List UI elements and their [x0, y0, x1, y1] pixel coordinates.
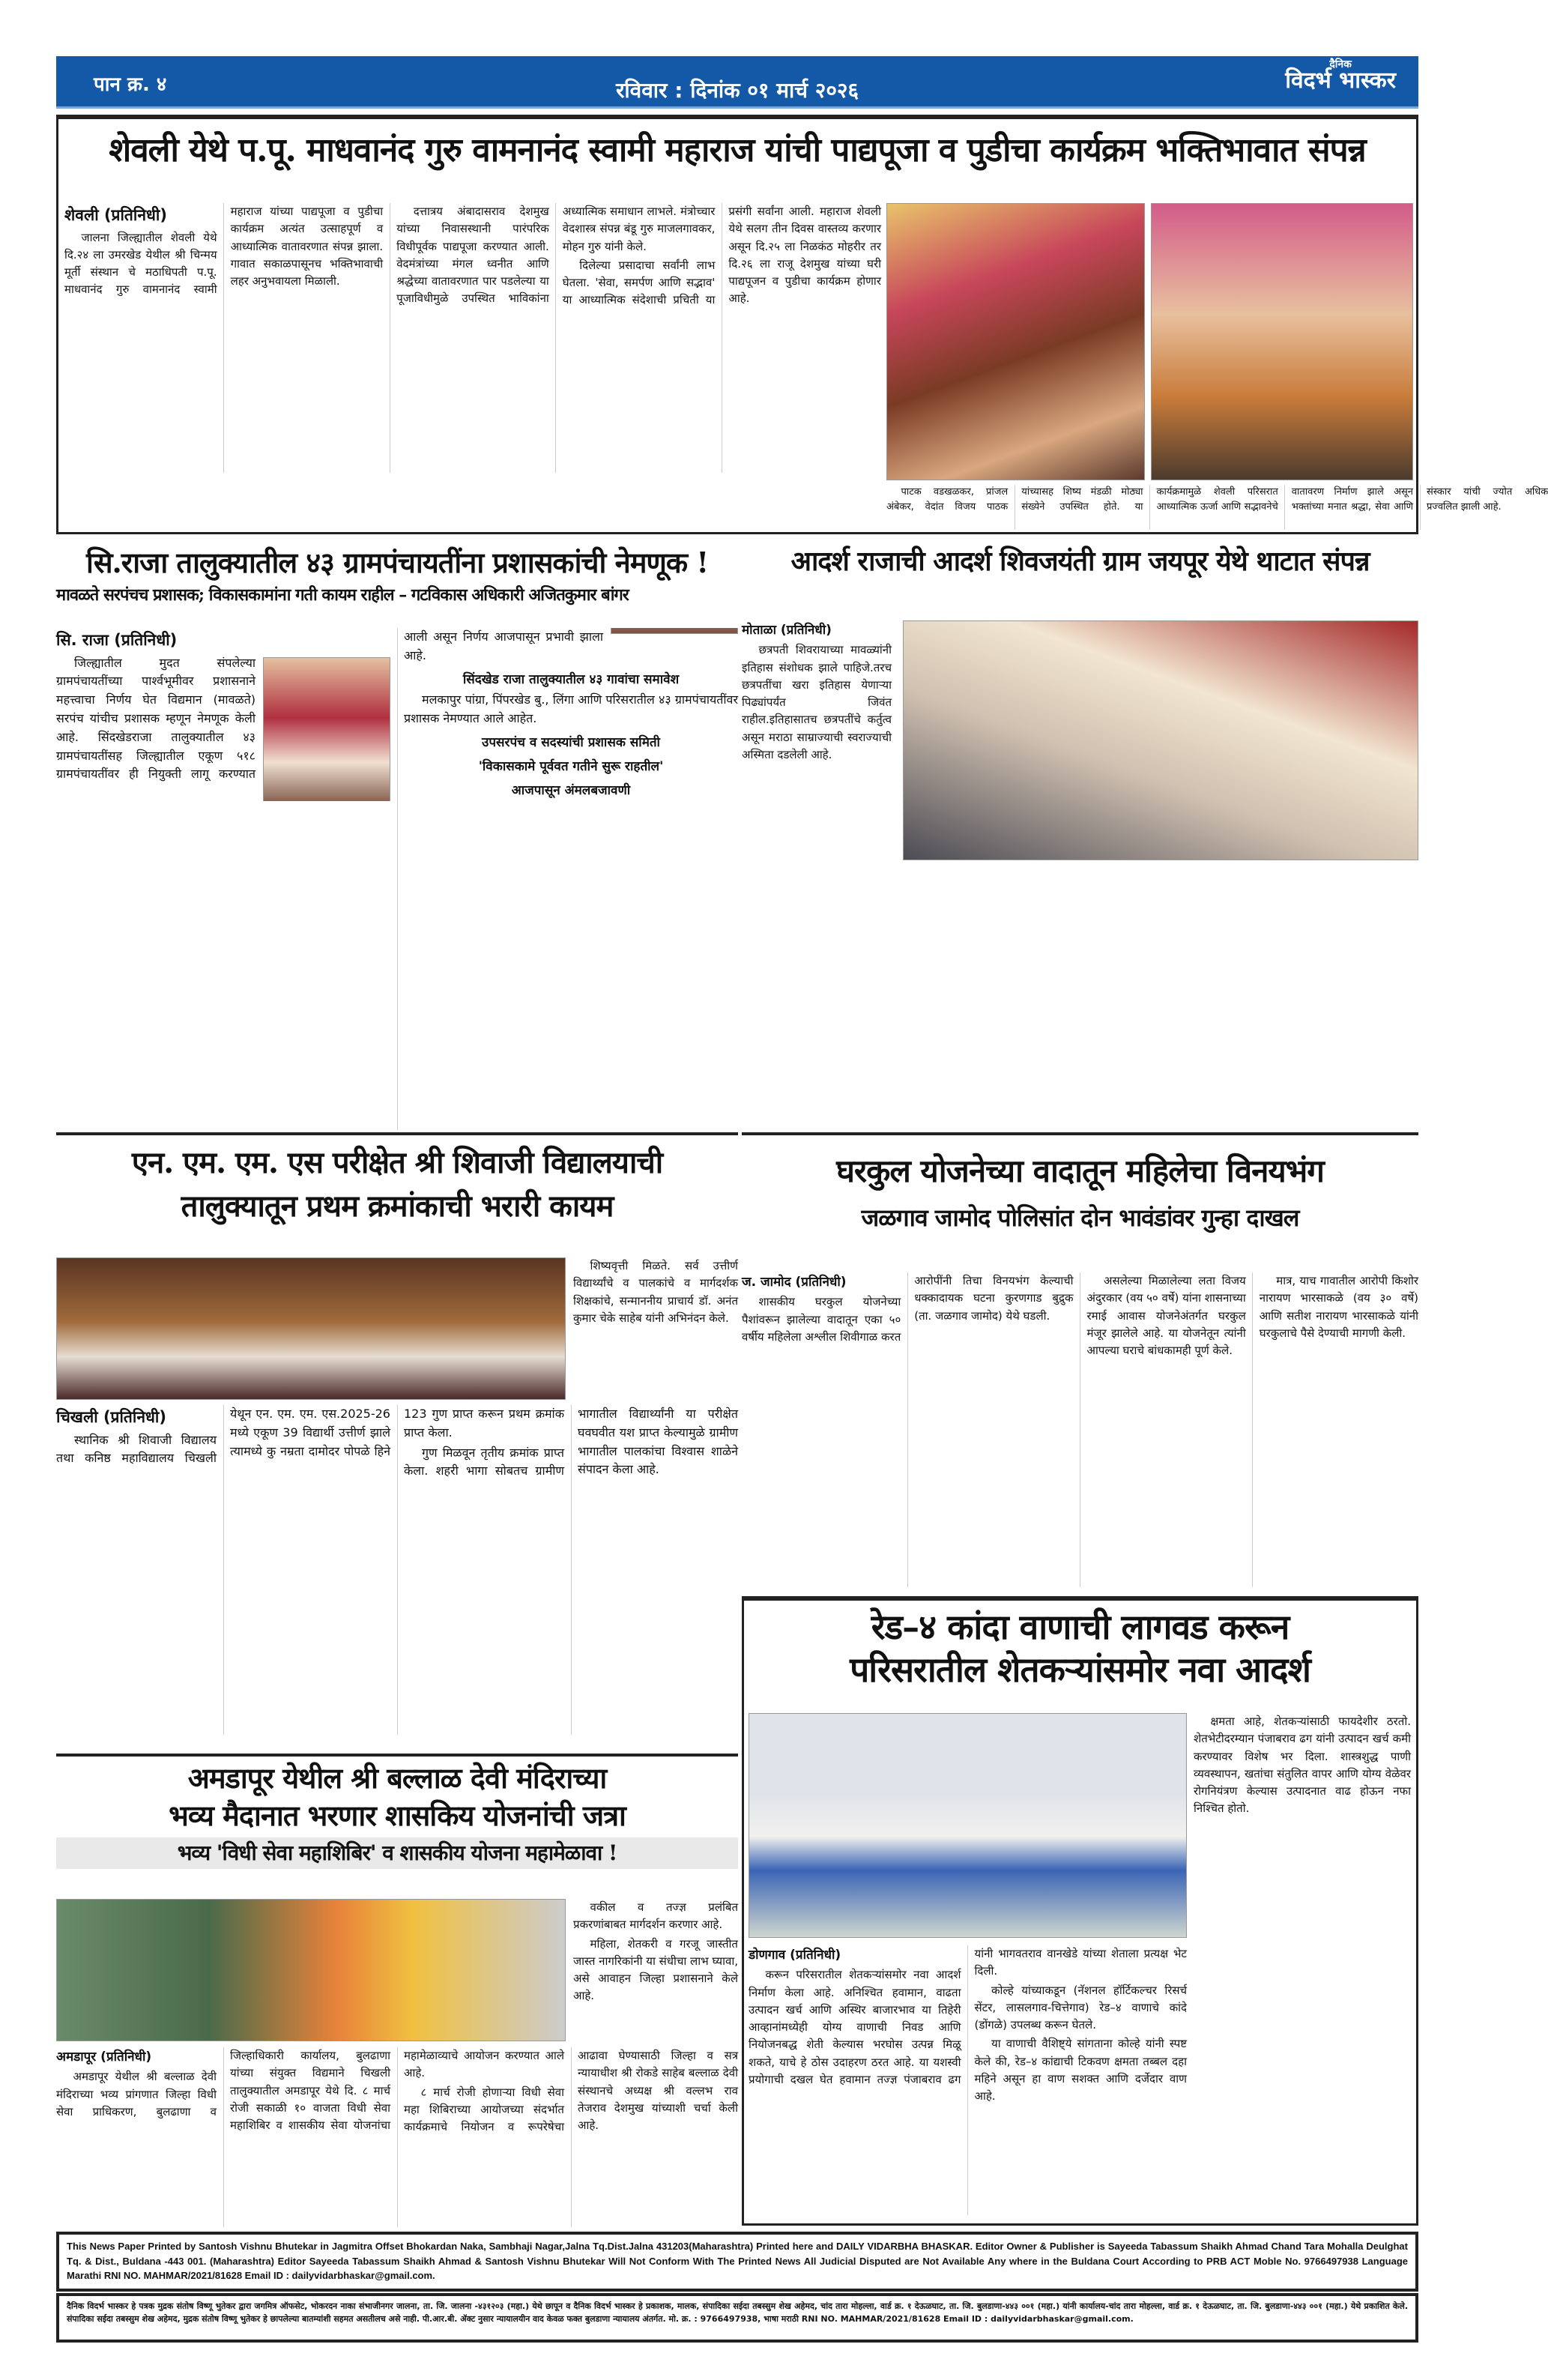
headline: आदर्श राजाची आदर्श शिवजयंती ग्राम जयपूर येथे थाटात संपन्न [790, 546, 1370, 577]
article-body: डोणगाव (प्रतिनिधी) करून परिसरातील शेतकऱ्यांसमोर नवा आदर्श निर्माण केला आहे. अनिश्चित हवामान, वाढता उत्पादन खर्च आणि अस्थिर बाजारभाव या तिहेरी आव्हानांमध्येही योग्य वाणाची निवड आणि नियोजनबद्ध शेती केल्यास भरघोस उत्पन्न मिळू शकते, याचे हे ठोस उदाहरण ठरत आहे. या यशस्वी प्रयोगाची दखल घेत हवामान तज्ज्ञ पंजाबराव ढग यांनी भागवतराव वानखेडे यांच्या शेताला प्रत्यक्ष भेट दिली. कोल्हे यांच्याकडून (नॅशनल हॉर्टिकल्चर रिसर्च सेंटर, लासलगाव-चित्तेगाव) रेड–४ वाणाचे कांदे (डोंगळे) उपलब्ध करून घेतले. या वाणाची वैशिष्ट्ये सांगताना कोल्हे यांनी स्पष्ट केले की, रेड–४ कांद्याची टिकवण क्षमता तब्बल दहा महिने असून हा वाण सशक्त आणि दर्जेदार वाण आहे. [749, 1947, 1187, 2103]
photo-students [56, 1257, 566, 1400]
imprint-marathi: दैनिक विदर्भ भास्कर हे पत्रक मुद्रक संतोष विष्णू भुतेकर द्वारा जगमित्र ऑफसेट, भोकरदन नाका संभाजीनगर जालना, ता. जि. जालना -४३१२०३ (महा.) येथे छापून व दैनिक विदर्भ भास्कर हे प्रकाशक, मालक, संपादिका सईदा तबस्सुम शेख अहेमद, चांद तारा मोहल्ला, वार्ड क्र. १ देऊळघाट, ता. जि. बुलडाणा-४४३ ००१ (महा.) यांनी कार्यालय-चांद तारा मोहल्ला, वार्ड क्र. १ देऊळघाट, ता. जि. बुलडाणा-४४३ ००१ (महा.) येथे प्रकाशित केले. संपादिका सईदा तबस्सुम शेख अहेमद, मुद्रक संतोष विष्णू भुतेकर हे छापलेल्या बातम्यांशी सहमत असतीलच असे नाही. पी.आर.बी. ॲक्ट नुसार न्यायालयीन वाद केवळ फक्त बुलडाणा न्यायालय अंतर्गत. मो. क्र. : 9766497938, भाषा मराठी RNI NO. MAHMAR/2021/81628 Email ID : dailyvidarbhaskar@gmail.com. [56, 2293, 1418, 2343]
photo-onion-field [749, 1713, 1187, 1938]
photo-shivjayanti [903, 620, 1418, 860]
photo-maharaj [1151, 203, 1413, 480]
article-body: सि. राजा (प्रतिनिधी) जिल्ह्यातील मुदत संपलेल्या ग्रामपंचायतींच्या पार्श्वभूमीवर प्रशासनाने महत्त्वाचा निर्णय घेत विद्यमान (मावळते) सरपंच यांचीच प्रशासक म्हणून नेमणूक केली आहे. सिंदखेडराजा तालुक्यातील ४३ ग्रामपंचायतींसह जिल्ह्यातील एकूण ५१८ ग्रामपंचायतींवर ही नियुक्ती लागू करण्यात आली असून निर्णय आजपासून प्रभावी झाला आहे. सिंदखेड राजा तालुक्यातील ४३ गावांचा समावेश मलकापुर पांग्रा, पिंपरखेड बु., लिंगा आणि परिसरातील ४३ ग्रामपंचायतींवर प्रशासक नेमण्यात आले आहेत. उपसरपंच व सदस्यांची प्रशासक समिती 'विकासकामे पूर्ववत गतीने सुरू राहतील' आजपासून अंमलबजावणी [56, 628, 738, 1130]
subheadline: भव्य 'विधी सेवा महाशिबिर' व शासकीय योजना महामेळावा ! [56, 1837, 738, 1870]
photo-paadyapuja [886, 203, 1145, 480]
article-body: शेवली (प्रतिनिधी) जालना जिल्ह्यातील शेवली येथे दि.२४ ला उमरखेड येथील श्री चिन्मय मूर्ती संस्थान चे मठाधिपती प.पू. माधवानंद गुरु वामनानंद स्वामी महाराज यांच्या पाद्यपूजा व पुडीचा कार्यक्रम अत्यंत उत्साहपूर्ण व आध्यात्मिक वातावरणात संपन्न झाला. गावात सकाळपासूनच भक्तिभावाची लहर अनुभवायला मिळाली. दत्तात्रय अंबादासराव देशमुख यांच्या निवासस्थानी पारंपरिक विधीपूर्वक पाद्यपूजा करण्यात आली. वेदमंत्रांच्या मंगल ध्वनीत आणि श्रद्धेच्या वातावरणात पार पडलेल्या या पूजाविधीमुळे उपस्थित भाविकांना अध्यात्मिक समाधान लाभले. मंत्रोच्चार वेदशास्त्र संपन्न बंडू गुरु माजलगावकर, मोहन गुरु यांनी केले. दिलेल्या प्रसादाचा सर्वांनी लाभ घेतला. 'सेवा, समर्पण आणि सद्भाव' या आध्यात्मिक संदेशाची प्रचिती या प्रसंगी सर्वांना आली. महाराज शेवली येथे सलग तीन दिवस वास्तव्य करणार असून दि.२५ ला निळकंठ मोहरीर तर दि.२६ ला राजू देशमुख यांच्या घरी पाद्यपूजन व पुडीचा कार्यक्रम होणार आहे. [64, 205, 881, 307]
headline-line-2: जळगाव जामोद पोलिसांत दोन भावंडांवर गुन्हा दाखल [861, 1203, 1299, 1233]
headline-line-1: अमडापूर येथील श्री बल्लाळ देवी मंदिराच्या [187, 1761, 607, 1795]
headline-line-1: घरकुल योजनेच्या वादातून महिलेचा विनयभंग [836, 1153, 1324, 1189]
headline-line-1: रेड–४ कांदा वाणाची लागवड करून [871, 1607, 1290, 1647]
article-amdapur [56, 1754, 738, 2226]
headline-line-2: तालुक्यातून प्रथम क्रमांकाची भरारी कायम [181, 1189, 614, 1224]
headline: सि.राजा तालुक्यातील ४३ ग्रामपंचायतींना प्रशासकांची नेमणूक ! [86, 546, 708, 579]
article-gharkul [742, 1147, 1418, 1596]
imprint-english: This News Paper Printed by Santosh Vishnu Bhutekar in Jagmitra Offset Bhokardan Naka, Sambhaji Nagar,Jalna Tq.Dist.Jalna 431203(Maharashtra) Printed here and DAILY VIDARBHA BHASKAR. Editor Owner & Publisher is Sayeeda Tabassum Shaikh Ahmad Chand Tara Mohalla Deulghat Tq. & Dist., Buldana -443 001. (Maharashtra) Editor Sayeeda Tabassum Shaikh Ahmad & Santosh Vishnu Bhutekar Will Not Conform With The Printed News All Judicial Disputed are Not Available Any where in the Buldana Court According to PRB ACT Moble No. 9766497938 Language Marathi RNI NO. MAHMAR/2021/81628 Email ID : dailyvidarbhaskar@gmail.com. [56, 2232, 1418, 2292]
masthead-band [56, 56, 1418, 109]
article-body-end: पाटक वडखळकर, प्रांजल अंबेकर, वेदांत विजय पाठक यांच्यासह शिष्य मंडळी मोठ्या संख्येने उपस्थित होते. या कार्यक्रमामुळे शेवली परिसरात आध्यात्मिक ऊर्जा आणि सद्भावनेचे वातावरण निर्माण झाले असून भक्तांच्या मनात श्रद्धा, सेवा आणि संस्कार यांची ज्योत अधिक प्रज्वलित झाली आहे. [886, 486, 1548, 513]
article-body-side: क्षमता आहे, शेतकऱ्यांसाठी फायदेशीर ठरतो. शेतभेटीदरम्यान पंजाबराव ढग यांनी उत्पादन खर्च कमी करण्यावर विशेष भर दिला. शास्त्रशुद्ध पाणी व्यवस्थापन, खतांचा संतुलित वापर आणि योग्य वेळेवर रोगनियंत्रण केल्यास उत्पादनात वाढ होऊन नफा निश्चित होतो. [1194, 1715, 1411, 1816]
subheadline: मावळते सरपंचच प्रशासक; विकासकामांना गती कायम राहील – गटविकास अधिकारी अजितकुमार बांगर [56, 585, 629, 605]
newspaper-logo: दैनिक विदर्भ भास्कर [1285, 58, 1396, 94]
article-jaypur [742, 547, 1418, 1135]
article-body: चिखली (प्रतिनिधी) स्थानिक श्री शिवाजी विद्यालय तथा कनिष्ठ महाविद्यालय चिखली येथून एन. एम. एम. एस.2025-26 मध्ये एकूण 39 विद्यार्थी उत्तीर्ण झाले त्यामध्ये कु नम्रता दामोदर पोपळे हिने 123 गुण प्राप्त करून प्रथम क्रमांक प्राप्त केला. गुण मिळवून तृतीय क्रमांक प्राप्त केला. शहरी भागा सोबतच ग्रामीण भागातील विद्यार्थ्यांनी या परीक्षेत घवघवीत यश प्राप्त केल्यामुळे ग्रामीण भागातील पालकांचा विश्वास शाळेने संपादन केला आहे. [56, 1407, 738, 1479]
photo-temple-visit [56, 1899, 566, 2041]
article-body: अमडापूर (प्रतिनिधी) अमडापूर येथील श्री बल्लाळ देवी मंदिराच्या भव्य प्रांगणात जिल्हा विधी सेवा प्राधिकरण, बुलढाणा व जिल्हाधिकारी कार्यालय, बुलढाणा यांच्या संयुक्त विद्यमाने चिखली तालुक्यातील अमडापूर येथे दि. ८ मार्च रोजी सकाळी १० वाजता विधी सेवा महाशिबिर व शासकीय सेवा योजनांचा महामेळाव्याचे आयोजन करण्यात आले आहे. ८ मार्च रोजी होणाऱ्या विधी सेवा महा शिबिराच्या आयोजच्या संदर्भात कार्यक्रमाचे नियोजन व रूपरेषेचा आढावा घेण्यासाठी जिल्हा व सत्र न्यायाधीश श्री रोकडे साहेब बल्लाळ देवी संस्थानचे अध्यक्ष श्री वल्लभ राव तेजराव देशमुख यांच्याशी चर्चा केली आहे. [56, 2049, 738, 2133]
article-shevali [56, 115, 1548, 534]
article-sinraja [56, 547, 738, 1135]
headline-line-2: परिसरातील शेतकऱ्यांसमोर नवा आदर्श [850, 1649, 1310, 1690]
page-number: पान क्र. ४ [94, 73, 167, 96]
article-red4-onion [742, 1596, 1418, 2226]
article-body-side: वकील व तज्ज्ञ प्रलंबित प्रकरणांबाबत मार्गदर्शन करणार आहे. महिला, शेतकरी व गरजू जास्तीत जास्त नागरिकांनी या संधीचा लाभ घ्यावा, असे आवाहन जिल्हा प्रशासनाने केले आहे. [573, 1900, 738, 2003]
headline-line-2: भव्य मैदानात भरणार शासकिय योजनांची जत्रा [169, 1798, 626, 1832]
article-body: मोताळा (प्रतिनिधी) छत्रपती शिवरायाच्या मावळ्यांनी इतिहास संशोधक झाले पाहिजे.तरच छत्रपतींचा खरा इतिहास येणाऱ्या पिढ्यांपर्यंत जिवंत राहील.इतिहासातच छत्रपतींचे कर्तुत्व असून मराठा साम्राज्याची स्वराज्याची अस्मिता दडलेली आहे. [742, 623, 892, 761]
article-body-side: शिष्यवृत्ती मिळते. सर्व उत्तीर्ण विद्यार्थ्यांचे व पालकांचे व मार्गदर्शक शिक्षकांचे, सन्माननीय प्राचार्य डॉ. अनंत कुमार चेके साहेब यांनी अभिनंदन केले. [573, 1259, 738, 1325]
headline-line-1: एन. एम. एम. एस परीक्षेत श्री शिवाजी विद्यालयाची [131, 1145, 663, 1180]
headline: शेवली येथे प.पू. माधवानंद गुरु वामनानंद स्वामी महाराज यांची पाद्यपूजा व पुडीचा कार्यक्रम भक्तिभावात संपन्न [109, 131, 1366, 169]
article-body: ज. जामोद (प्रतिनिधी) शासकीय घरकुल योजनेच्या पैशांवरून झालेल्या वादातून एका ५० वर्षीय महिलेला अश्लील शिवीगाळ करत आरोपींनी तिचा विनयभंग केल्याची धक्कादायक घटना कुरणगाड बुद्रुक (ता. जळगाव जामोद) येथे घडली. असलेल्या मिळालेल्या लता विजय अंदुरकार (वय ५० वर्षे) यांना शासनाच्या रमाई आवास योजनेअंतर्गत घरकुल मंजूर झालेले आहे. या योजनेतून त्यांनी आपल्या घराचे बांधकामही पूर्ण केले. मात्र, याच गावातील आरोपी किशोर नारायण भारसाकळे (वय ३० वर्षे) आणि सतीश नारायण भारसाकळे यांनी घरकुलाचे पैसे देण्याची मागणी केली. [742, 1274, 1418, 1357]
article-nmms [56, 1147, 738, 1746]
issue-date: रविवार : दिनांक ०१ मार्च २०२६ [615, 78, 859, 103]
